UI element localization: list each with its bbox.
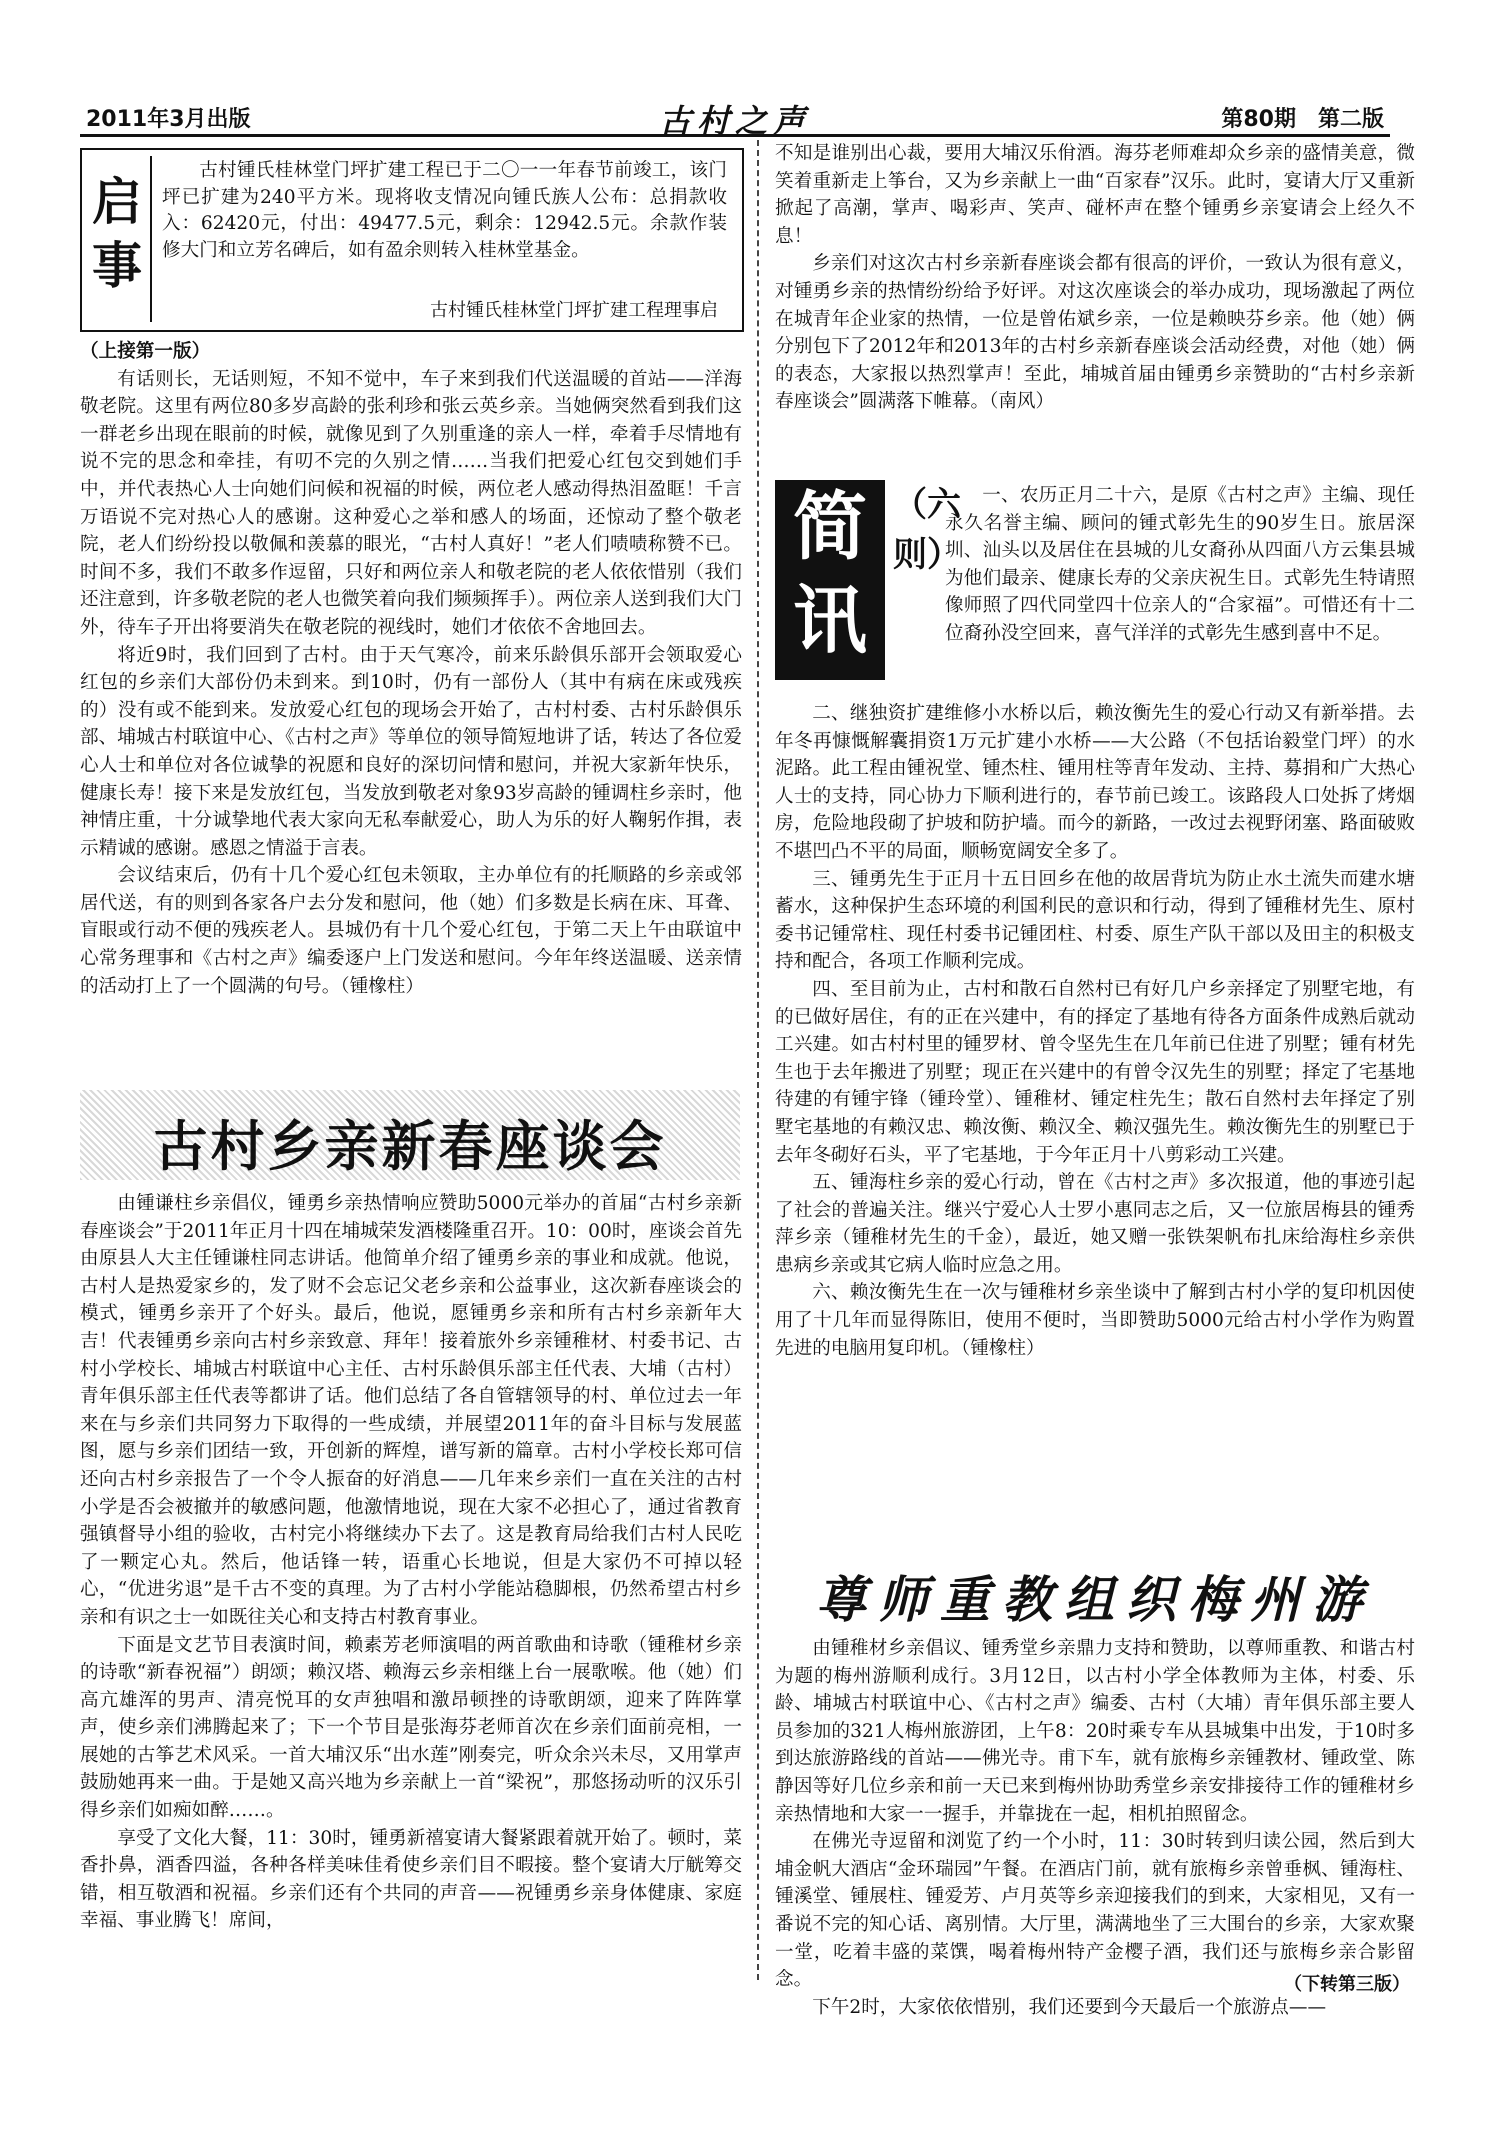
notice-body: 古村锺氏桂林堂门坪扩建工程已于二〇一一年春节前竣工，该门坪已扩建为240平方米。现将收支情况向锺氏族人公布：总捐款收入：62420元，付出：49477.5元，剩余：12942.5元。余款作装修大门和立芳名碑后，如有盈余则转入桂林堂基金。 bbox=[162, 160, 727, 261]
left-article-part1 bbox=[80, 338, 742, 1000]
forum-title: 古村乡亲新春座谈会 bbox=[153, 1115, 667, 1178]
left-article-part2 bbox=[80, 1190, 742, 1935]
article-paragraph: 下午2时，大家依依惜别，我们还要到今天最后一个旅游点—— bbox=[812, 1996, 1327, 2018]
masthead: 古村之声 bbox=[658, 102, 811, 140]
article-paragraph: 在佛光寺逗留和浏览了约一个小时，11：30时转到归读公园，然后到大埔金帆大酒店“金环瑞园”午餐。在酒店门前，就有旅梅乡亲曾垂枫、锺海柱、锺溪堂、锺展柱、锺爱芳、卢月英等乡亲迎接我们的到来，大家相见，又有一番说不完的知心话、离别情。大厅里，满满地坐了三大围台的乡亲，大家欢聚一堂，吃着丰盛的菜馔，喝着梅州特产金樱子酒，我们还与旅梅乡亲合影留念。 bbox=[775, 1831, 1415, 1991]
brief-item: 六、赖汝衡先生在一次与锺稚材乡亲坐谈中了解到古村小学的复印机因使用了十几年而显得陈旧，使用不便时，当即赞助5000元给古村小学作为购置先进的电脑用复印机。（锺橡柱） bbox=[775, 1282, 1415, 1359]
article-paragraph: 由锺稚材乡亲倡议、锺秀堂乡亲鼎力支持和赞助，以尊师重教、和谐古村为题的梅州游顺利成行。3月12日，以古村小学全体教师为主体，村委、乐龄、埔城古村联谊中心、《古村之声》编委、古村（大埔）青年俱乐部主要人员参加的321人梅州旅游团，上午8：20时乘专车从县城集中出发，于10时多到达旅游路线的首站——佛光寺。甫下车，就有旅梅乡亲锺教材、锺政堂、陈静因等好几位乡亲和前一天已来到梅州协助秀堂乡亲安排接待工作的锺稚材乡亲热情地和大家一一握手，并靠拢在一起，相机拍照留念。 bbox=[775, 1638, 1415, 1825]
brief-item: 二、继独资扩建维修小水桥以后，赖汝衡先生的爱心行动又有新举措。去年冬再慷慨解囊捐资1万元扩建小水桥——大公路（不包括诒毅堂门坪）的水泥路。此工程由锺祝堂、锺杰柱、锺用柱等青年发动、主持、募捐和广大热心人士的支持，同心协力下顺利进行的，春节前已竣工。该路段人口处拆了烤烟房，危险地段砌了护坡和防护墙。而今的新路，一改过去视野闭塞、路面破败不堪凹凸不平的局面，顺畅宽阔安全多了。 bbox=[775, 703, 1415, 862]
brief-title: 简讯 bbox=[775, 480, 885, 680]
header-rule bbox=[80, 134, 1390, 137]
right-article-part1 bbox=[775, 140, 1415, 416]
notice-rule bbox=[150, 156, 152, 322]
notice-title: 启事 bbox=[92, 172, 142, 295]
continued-from-label: （上接第一版） bbox=[80, 341, 211, 362]
continued-to-label: （下转第三版） bbox=[1284, 1974, 1410, 1995]
brief-item: 一、农历正月二十六，是原《古村之声》主编、现任永久名誉主编、顾问的锺式彰先生的90岁生日。旅居深圳、汕头以及居住在县城的儿女裔孙从四面八方云集县城为他们最亲、健康长寿的父亲庆祝生日。式彰先生特请照像师照了四代同堂四十位亲人的“合家福”。可惜还有十二位裔孙没空回来，喜气洋洋的式彰先生感到喜中不足。 bbox=[945, 485, 1415, 644]
brief-items bbox=[775, 700, 1415, 1362]
brief-first-item bbox=[945, 482, 1415, 648]
brief-item: 五、锺海柱乡亲的爱心行动，曾在《古村之声》多次报道，他的事迹引起了社会的普遍关注。继兴宁爱心人士罗小惠同志之后，又一位旅居梅县的锺秀萍乡亲（锺稚材先生的千金），最近，她又赠一张铁架帆布扎床给海柱乡亲供患病乡亲或其它病人临时应急之用。 bbox=[775, 1172, 1415, 1276]
column-divider bbox=[757, 140, 759, 1980]
issue-date: 2011年3月出版 bbox=[86, 107, 251, 132]
article-paragraph: 将近9时，我们回到了古村。由于天气寒冷，前来乐龄俱乐部开会领取爱心红包的乡亲们大部份仍未到来。到10时，仍有一部份人（其中有病在床或残疾的）没有或不能到来。发放爱心红包的现场会开始了，古村村委、古村乐龄俱乐部、埔城古村联谊中心、《古村之声》等单位的领导简短地讲了话，转达了各位爱心人士和单位对各位诚挚的祝愿和良好的深切问情和慰问，并祝大家新年快乐，健康长寿！接下来是发放红包，当发放到敬老对象93岁高龄的锺调柱乡亲时，他神情庄重，十分诚挚地代表大家向无私奉献爱心，助人为乐的好人鞠躬作揖，表示精诚的感谢。感恩之情溢于言表。 bbox=[80, 644, 742, 859]
brief-subtitle: （六则） bbox=[893, 485, 961, 575]
article-paragraph: 由锺谦柱乡亲倡仪，锺勇乡亲热情响应赞助5000元举办的首届“古村乡亲新春座谈会”于2011年正月十四在埔城荣发酒楼隆重召开。10：00时，座谈会首先由原县人大主任锺谦柱同志讲话。他简单介绍了锺勇乡亲的事业和成就。他说，古村人是热爱家乡的，发了财不会忘记父老乡亲和公益事业，这次新春座谈会的模式，锺勇乡亲开了个好头。最后，他说，愿锺勇乡亲和所有古村乡亲新年大吉！代表锺勇乡亲向古村乡亲致意、拜年！接着旅外乡亲锺稚材、村委书记、古村小学校长、埔城古村联谊中心主任、古村乐龄俱乐部主任代表、大埔（古村）青年俱乐部主任代表等都讲了话。他们总结了各自管辖领导的村、单位过去一年来在与乡亲们共同努力下取得的一些成绩，并展望2011年的奋斗目标与发展蓝图，愿与乡亲们团结一致，开创新的辉煌，谱写新的篇章。古村小学校长郑可信还向古村乡亲报告了一个令人振奋的好消息——几年来乡亲们一直在关注的古村小学是否会被撤并的敏感问题，他激情地说，现在大家不必担心了，通过省教育强镇督导小组的验收，古村完小将继续办下去了。这是教育局给我们古村人民吃了一颗定心丸。然后，他话锋一转，语重心长地说，但是大家仍不可掉以轻心，“优进劣退”是千古不变的真理。为了古村小学能站稳脚根，仍然希望古村乡亲和有识之士一如既往关心和支持古村教育事业。 bbox=[80, 1193, 742, 1628]
article-paragraph: 下面是文艺节目表演时间，赖素芳老师演唱的两首歌曲和诗歌（锺稚材乡亲的诗歌“新春祝福”）朗颂；赖汉塔、赖海云乡亲相继上台一展歌喉。他（她）们高亢雄浑的男声、清亮悦耳的女声独唱和激昂顿挫的诗歌朗颂，迎来了阵阵掌声，使乡亲们沸腾起来了；下一个节目是张海芬老师首次在乡亲们面前亮相，一展她的古筝艺术风采。一首大埔汉乐“出水莲”刚奏完，听众余兴未尽，又用掌声鼓励她再来一曲。于是她又高兴地为乡亲献上一首“梁祝”，那悠扬动听的汉乐引得乡亲们如痴如醉……。 bbox=[80, 1634, 742, 1822]
trip-article-title: 尊师重教组织梅州游 bbox=[816, 1570, 1374, 1629]
brief-item: 三、锺勇先生于正月十五日回乡在他的故居背坑为防止水土流失而建水塘蓄水，这种保护生态环境的利国利民的意识和行动，得到了锺稚材先生、原村委书记锺常柱、现任村委书记锺团柱、村委、原生产队干部以及田主的积极支持和配合，各项工作顺利完成。 bbox=[775, 868, 1415, 973]
forum-title-banner bbox=[80, 1090, 740, 1180]
article-paragraph: 乡亲们对这次古村乡亲新春座谈会都有很高的评价，一致认为很有意义，对锺勇乡亲的热情纷纷给予好评。对这次座谈会的举办成功，现场激起了两位在城青年企业家的热情，一位是曾佑斌乡亲，一位是赖映芬乡亲。他（她）俩分别包下了2012年和2013年的古村乡亲新春座谈会活动经费，对他（她）俩的表态，大家报以热烈掌声！至此，埔城首届由锺勇乡亲赞助的“古村乡亲新春座谈会”圆满落下帷幕。（南风） bbox=[775, 253, 1415, 413]
page-header bbox=[80, 100, 1390, 140]
trip-article bbox=[775, 1635, 1415, 2021]
article-paragraph: 享受了文化大餐，11：30时，锺勇新禧宴请大餐紧跟着就开始了。顿时，菜香扑鼻，酒香四溢，各种各样美味佳肴使乡亲们目不暇接。整个宴请大厅觥筹交错，相互敬酒和祝福。乡亲们还有个共同的声音——祝锺勇乡亲身体健康、家庭幸福、事业腾飞！席间， bbox=[80, 1827, 742, 1932]
brief-item: 四、至目前为止，古村和散石自然村已有好几户乡亲择定了别墅宅地，有的已做好居住，有的正在兴建中，有的择定了基地有待各方面条件成熟后就动工兴建。如古村村里的锺罗材、曾令坚先生在几年前已住进了别墅；锺有材先生也于去年搬进了别墅；现正在兴建中的有曾令汉先生的别墅；择定了宅基地待建的有锺宇锋（锺玲堂）、锺稚材、锺定柱先生；散石自然村去年择定了别墅宅基地的有赖汉忠、赖汝衡、赖汉全、赖汉强先生。赖汝衡先生的别墅已于去年冬砌好石头，平了宅基地，于今年正月十八剪彩动工兴建。 bbox=[775, 978, 1415, 1166]
issue-number: 第80期 第二版 bbox=[1221, 107, 1384, 132]
article-paragraph: 有话则长，无话则短，不知不觉中，车子来到我们代送温暖的首站——洋海敬老院。这里有两位80多岁高龄的张利珍和张云英乡亲。当她俩突然看到我们这一群老乡出现在眼前的时候，就像见到了久别重逢的亲人一样，牵着手尽情地有说不完的思念和牵挂，有叨不完的久别之情……当我们把爱心红包交到她们手中，并代表热心人士向她们问候和祝福的时候，两位老人感动得热泪盈眶！千言万语说不完对热心人的感谢。这种爱心之举和感人的场面，还惊动了整个敬老院，老人们纷纷投以敬佩和羡慕的眼光，“古村人真好！”老人们啧啧称赞不已。时间不多，我们不敢多作逗留，只好和两位亲人和敬老院的老人依依惜别（我们还注意到，许多敬老院的老人也微笑着向我们频频挥手）。两位亲人送到我们大门外，待车子开出将要消失在敬老院的视线时，她们才依依不舍地回去。 bbox=[80, 368, 742, 638]
article-paragraph: 会议结束后，仍有十几个爱心红包未领取，主办单位有的托顺路的乡亲或邻居代送，有的则到各家各户去分发和慰问，他（她）们多数是长病在床、耳聋、盲眼或行动不便的残疾老人。县城仍有十几个爱心红包，于第二天上午由联谊中心常务理事和《古村之声》编委逐户上门发送和慰问。今年年终送温暖、送亲情的活动打上了一个圆满的句号。（锺橡柱） bbox=[80, 865, 742, 997]
article-paragraph: 不知是谁别出心裁，要用大埔汉乐佾酒。海芬老师难却众乡亲的盛情美意，微笑着重新走上筝台，又为乡亲献上一曲“百家春”汉乐。此时，宴请大厅又重新掀起了高潮，掌声、喝彩声、笑声、碰杯声在整个锺勇乡亲宴请会上经久不息！ bbox=[775, 143, 1415, 247]
notice-signature: 古村锺氏桂林堂门坪扩建工程理事启 bbox=[430, 300, 718, 321]
notice-box bbox=[80, 148, 744, 332]
